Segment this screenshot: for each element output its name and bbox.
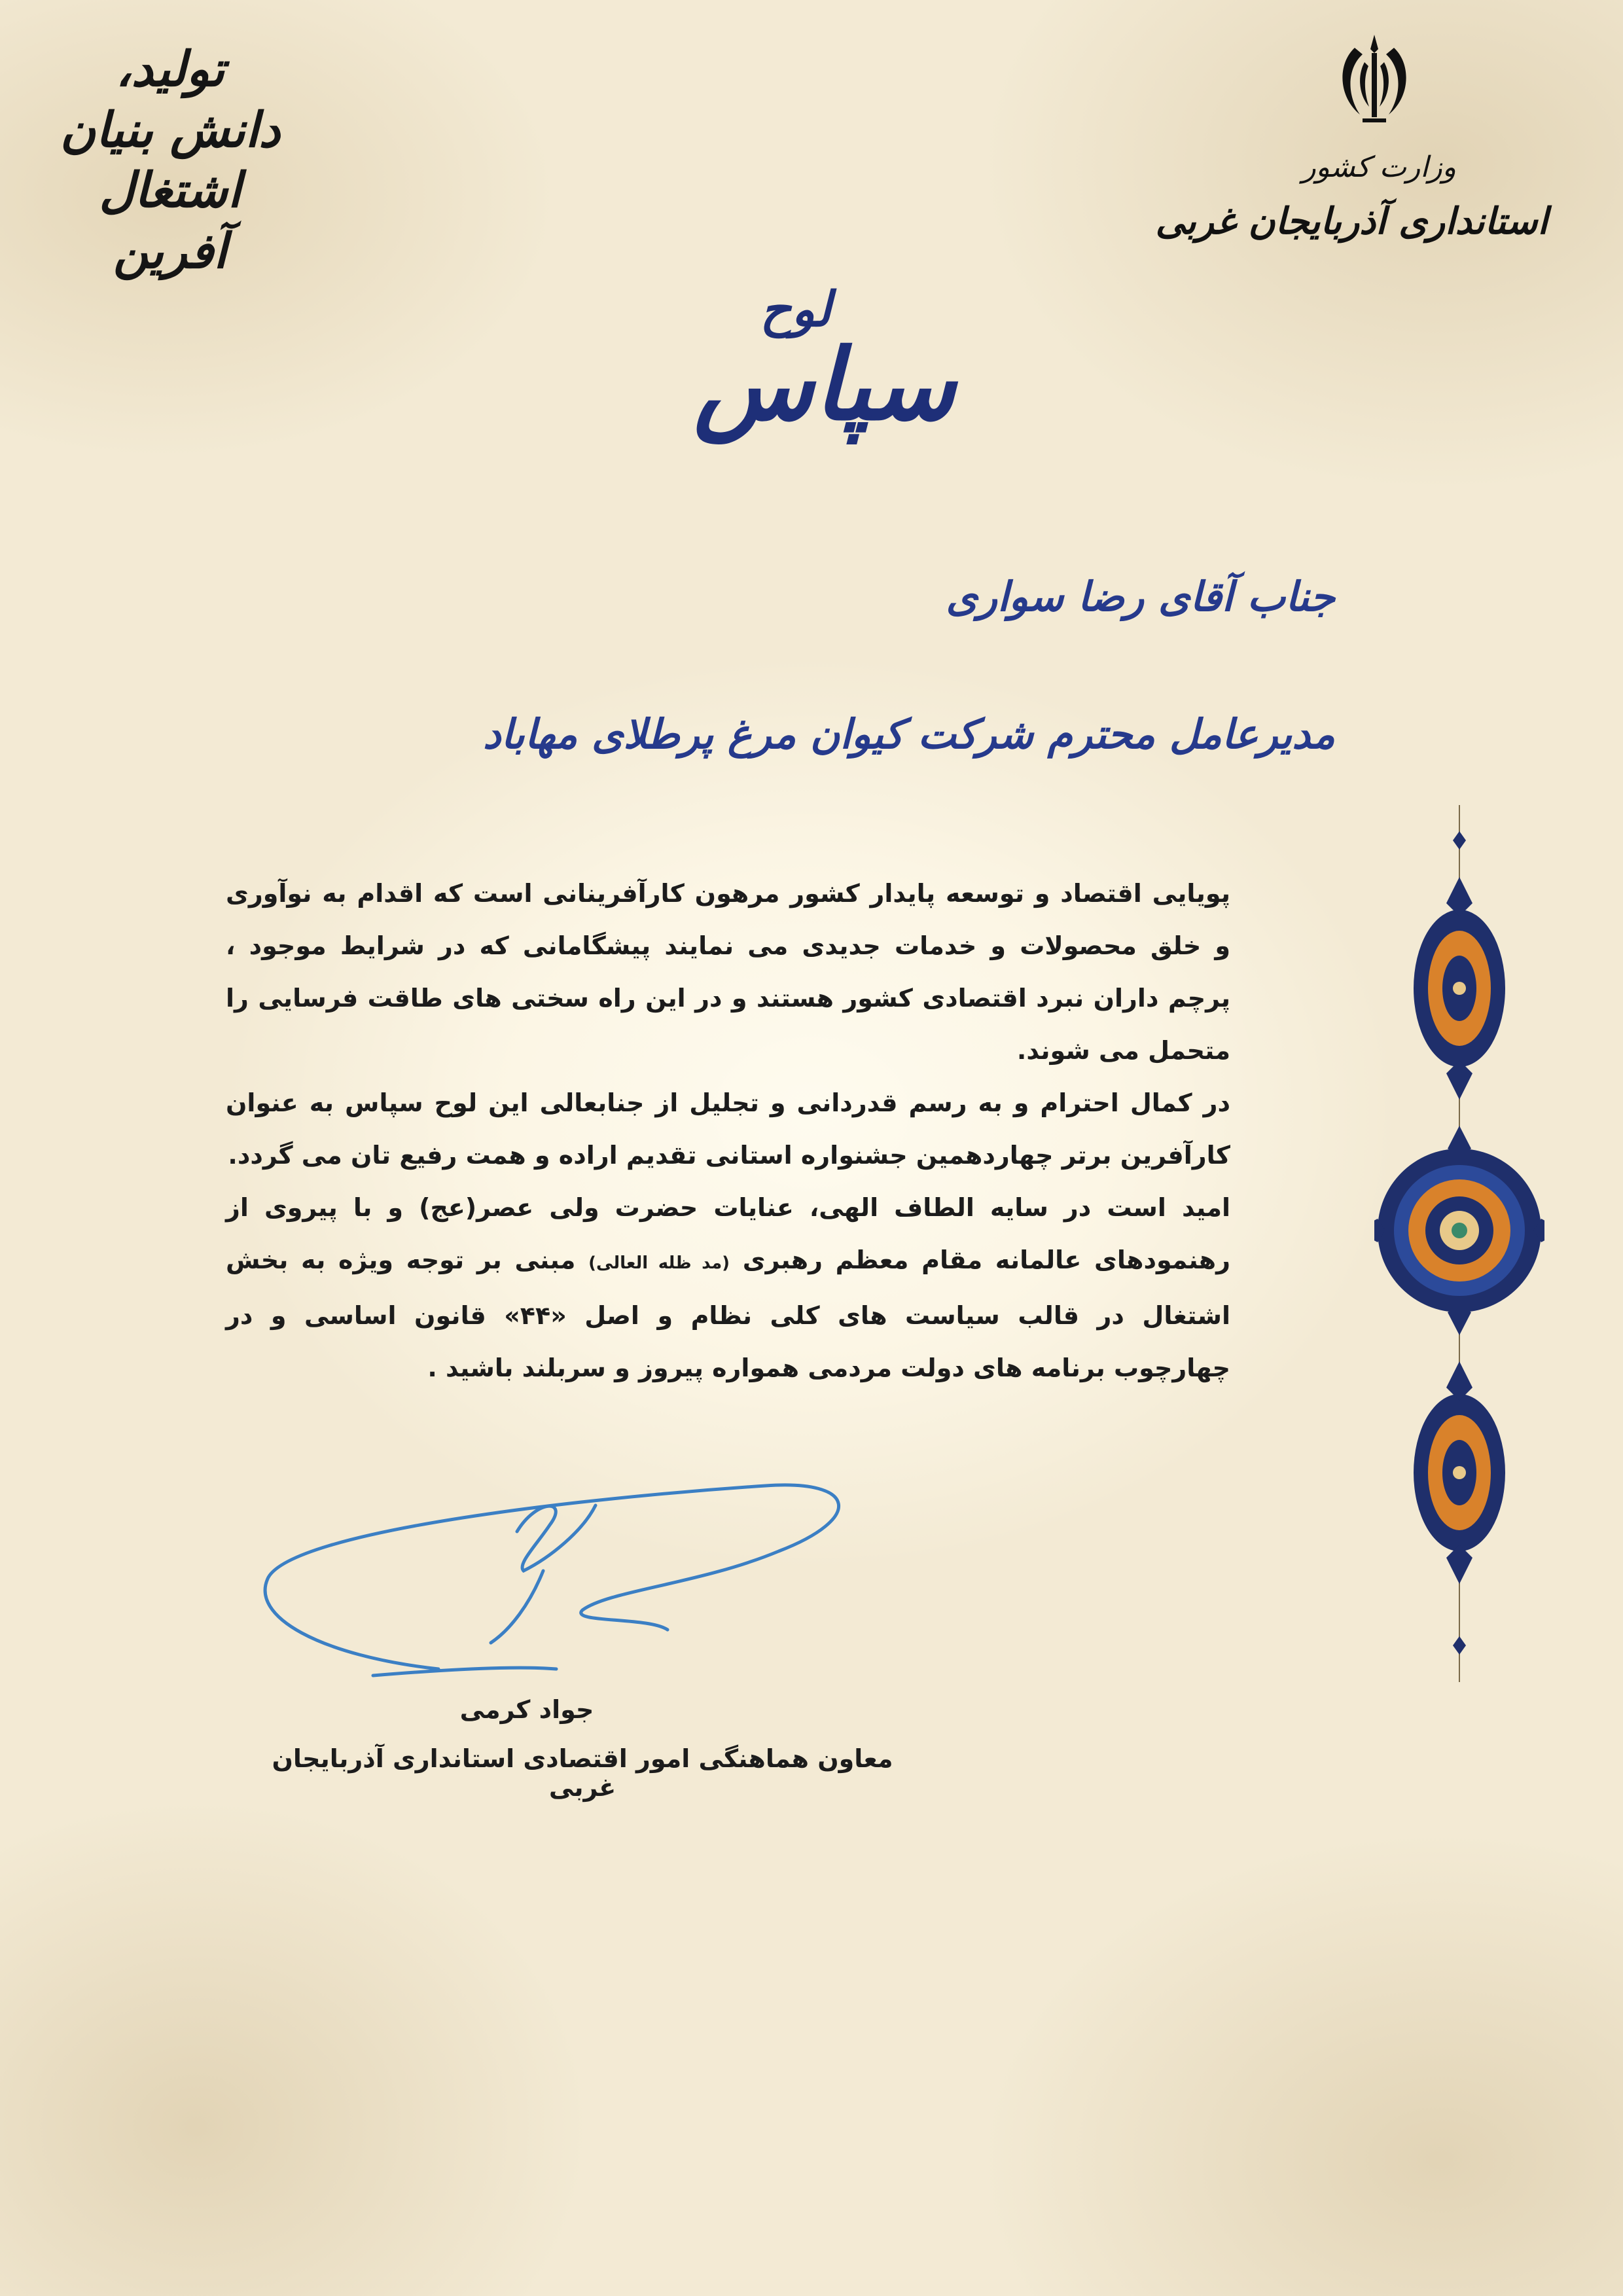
signer-name: جواد کرمی xyxy=(459,1695,594,1724)
handwritten-signature xyxy=(242,1460,897,1708)
slogan xyxy=(52,39,288,314)
certificate-title xyxy=(615,281,982,478)
body-paragraph-1: پویایی اقتصاد و توسعه پایدار کشور مرهون کارآفرینانی است که اقدام به نوآوری و خلق محصولات و خدمات جدیدی می نمایند پیشگامانی که در شرایط موجود ، پرچم داران نبرد اقتصادی کشور هستند و در این راه سختی های طاقت فرسایی را متحمل می شوند. xyxy=(226,879,1230,1065)
governorate-name: استانداری آذربایجان غربی xyxy=(1155,200,1548,243)
national-emblem-icon xyxy=(1329,29,1420,128)
decorative-ornament-icon xyxy=(1374,805,1544,1682)
signer-title: معاون هماهنگی امور اقتصادی استانداری آذربایجان غربی xyxy=(272,1744,893,1802)
body-paragraph-3-part-2: مبنی بر توجه ویژه به بخش اشتغال در قالب سیاست های کلی نظام و اصل «۴۴» قانون اساسی و در چهارچوب برنامه های دولت مردمی همواره پیروز و سربلند باشید . xyxy=(226,1246,1230,1382)
body-text xyxy=(226,867,1230,1394)
addressee-name: جناب آقای رضا سواری xyxy=(946,573,1335,620)
slogan-line-2: اشتغال آفرین xyxy=(99,162,241,279)
slogan-line-1: تولید، دانش بنیان xyxy=(60,41,281,158)
honorific-note: (مد ظله العالی) xyxy=(588,1253,730,1273)
addressee-position: مدیرعامل محترم شرکت کیوان مرغ پرطلای مهاباد xyxy=(482,710,1335,758)
body-paragraph-3 xyxy=(226,1181,1230,1394)
title-small: لوح xyxy=(760,281,831,338)
body-paragraph-2: در کمال احترام و به رسم قدردانی و تجلیل از جنابعالی این لوح سپاس به عنوان کارآفرین برتر چهاردهمین جشنواره استانی تقدیم اراده و همت رفیع تان می گردد. xyxy=(226,1088,1230,1170)
ministry-name: وزارت کشور xyxy=(1302,151,1456,184)
title-big: سپاس xyxy=(694,327,955,442)
body-paragraph-3-part-1: امید است در سایه الطاف الهی، عنایات حضرت ولی عصر(عج) و با پیروی از رهنمودهای عالمانه مقام معظم رهبری xyxy=(226,1193,1230,1274)
